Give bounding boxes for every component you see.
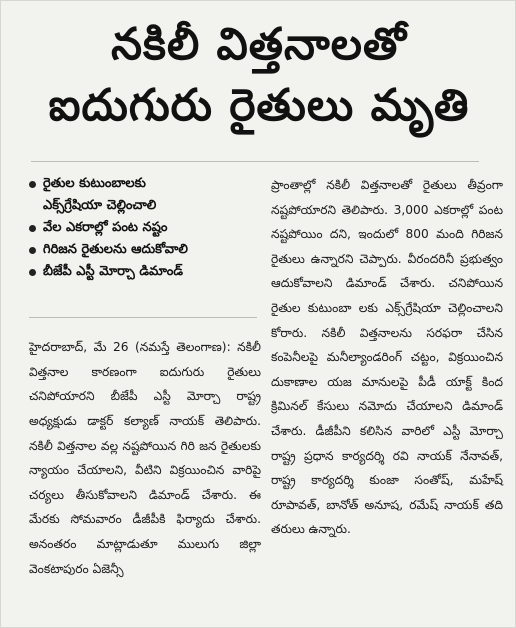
bullet-item [29, 173, 257, 217]
bullet-text: గిరిజన రైతులను ఆదుకోవాలి [43, 242, 188, 257]
article-body-right: ప్రాంతాల్లో నకిలీ విత్తనాలతో రైతులు తీవ్రంగా నష్టపోయారని తెలిపారు. 3,000 ఎకరాల్లో పంట నష్టపోయిం దని, ఇందులో 800 మంది గిరిజన రైతులు ఉన్నారని చెప్పారు. వీరందరినీ ప్రభుత్వం ఆదుకోవాలని డిమాండ్ చేశారు. చనిపోయిన రైతుల కుటుంబా లకు ఎక్స్‌గ్రేషియా చెల్లించాలని కోరారు. నకిలీ విత్తనాలను సరఫరా చేసిన కంపెనీలపై మనీల్యాండరింగ్ చట్టం, విక్రయించిన దుకాణాల యజ మానులపై పీడీ యాక్ట్ కింద క్రిమినల్ కేసులు నమోదు చేయాలని డిమాండ్ చేశారు. డీజీపీని కలిసిన వారిలో ఎస్టీ మోర్చా రాష్ట్ర ప్రధాన కార్యదర్శి రవి నాయక్ నేనావత్, రాష్ట్ర కార్యదర్శి కుంజా సంతోష్, మహేష్ రూపావత్, బానోత్ అనూష, రమేష్ నాయక్ తది తరులు ఉన్నారు. [271, 178, 503, 537]
bullet-item [29, 217, 257, 239]
bullet-text: రైతుల కుటుంబాలకు [43, 176, 146, 191]
headline-divider [31, 161, 479, 162]
bullet-dot-icon [29, 247, 36, 254]
article-column-right [271, 173, 503, 542]
bullet-dot-icon [29, 225, 36, 232]
bullet-text: బీజేపీ ఎస్టీ మోర్చా డిమాండ్ [43, 264, 183, 279]
bullet-dot-icon [29, 269, 36, 276]
headline-line-2: ఐదుగురు రైతులు మృతి [48, 80, 470, 131]
bullet-item [29, 261, 257, 283]
bullet-list [29, 173, 257, 283]
bullet-box [29, 173, 257, 283]
bullet-text-cont: ఎక్స్‌గ్రేషియా చెల్లించాలి [43, 198, 157, 213]
article-body-left: హైదరాబాద్, మే 26 (నమస్తే తెలంగాణ): నకిలీ విత్తనాల కారణంగా ఐదుగురు రైతులు చనిపోయారని బీజేపీ ఎస్టీ మోర్చా రాష్ట్ర అధ్యక్షుడు డాక్టర్ కల్యాణ్ నాయక్ తెలిపారు. నకిలీ విత్తనాల వల్ల నష్టపోయిన గిరి జన రైతులకు న్యాయం చేయాలని, వీటిని విక్రయించిన వారిపై చర్యలు తీసుకోవాలని డిమాండ్ చేశారు. ఈ మేరకు సోమవారం డీజీపీకి ఫిర్యాదు చేశారు. అనంతరం మాట్లాడుతూ ములుగు జిల్లా వెంకటాపురం ఏజెన్సీ [29, 340, 261, 576]
bullet-divider [29, 317, 257, 318]
bullet-dot-icon [29, 181, 36, 188]
bullet-text: వేల ఎకరాల్లో పంట నష్టం [43, 220, 168, 235]
bullet-item [29, 239, 257, 261]
headline-line-1: నకిలీ విత్తనాలతో [111, 19, 407, 70]
headline [1, 15, 516, 137]
